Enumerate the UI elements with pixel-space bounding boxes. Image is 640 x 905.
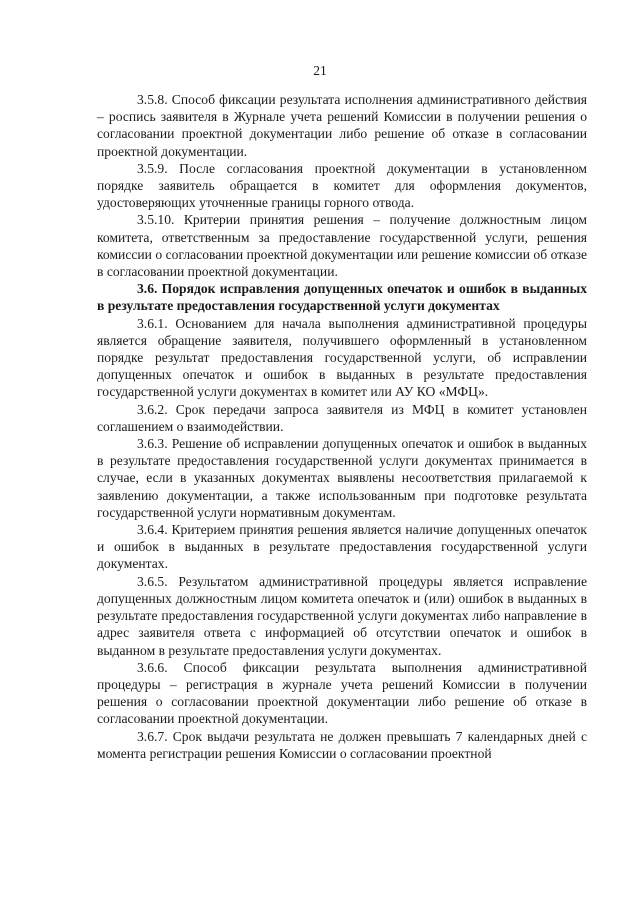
paragraph-3-6-5: 3.6.5. Результатом административной процедуры является исправление допущенных должностным лицом комитета опечаток и (или) ошибок в выданных в результате предоставления государственной услуги документах либо направление в адрес заявителя ответа с информацией об отсутствии опечаток и ошибок в выданном в результате предоставления услуги документах. xyxy=(97,573,587,658)
paragraph-3-5-10: 3.5.10. Критерии принятия решения – получение должностным лицом комитета, ответственным за предоставление государственной услуги, решения комиссии о согласовании проектной документации или решение комиссии об отказе в согласовании проектной документации. xyxy=(97,212,587,280)
paragraph-3-6-3: 3.6.3. Решение об исправлении допущенных опечаток и ошибок в выданных в результате предоставления государственной услуги документах принимается в случае, если в указанных документах выявлены несоответствия прилагаемой к заявлению документации, а также использованным при подготовке результата государственной услуги нормативным документам. xyxy=(97,436,587,520)
document-body xyxy=(97,91,587,762)
paragraph-3-6-1: 3.6.1. Основанием для начала выполнения административной процедуры является обращение заявителя, получившего оформленный в установленном порядке результат предоставления государственной услуги, об исправлении допущенных опечаток и ошибок в выданных в результате предоставления государственной услуги документах в комитет или АУ КО «МФЦ». xyxy=(97,315,587,400)
paragraph-3-6-2: 3.6.2. Срок передачи запроса заявителя из МФЦ в комитет установлен соглашением о взаимодействии. xyxy=(97,401,587,434)
page-number: 21 xyxy=(313,63,327,78)
section-heading-3-6: 3.6. Порядок исправления допущенных опечаток и ошибок в выданных в результате предоставления государственной услуги документах xyxy=(97,281,587,314)
paragraph-3-5-8: 3.5.8. Способ фиксации результата исполнения административного действия – роспись заявителя в Журнале учета решений Комиссии в получении решения о согласовании проектной документации либо решение об отказе в согласовании проектной документации. xyxy=(97,92,587,159)
paragraph-3-6-6: 3.6.6. Способ фиксации результата выполнения административной процедуры – регистрация в журнале учета решений Комиссии в получении решения о согласовании проектной документации либо решение об отказе в согласовании проектной документации. xyxy=(97,659,587,727)
paragraph-3-5-9: 3.5.9. После согласования проектной документации в установленном порядке заявитель обращается в комитет для оформления документов, удостоверяющих уточненные границы горного отвода. xyxy=(97,160,587,211)
paragraph-3-6-4: 3.6.4. Критерием принятия решения является наличие допущенных опечаток и ошибок в выданных в результате предоставления государственной услуги документах. xyxy=(97,522,587,572)
paragraph-3-6-7: 3.6.7. Срок выдачи результата не должен превышать 7 календарных дней с момента регистрации решения Комиссии о согласовании проектной xyxy=(97,728,587,761)
